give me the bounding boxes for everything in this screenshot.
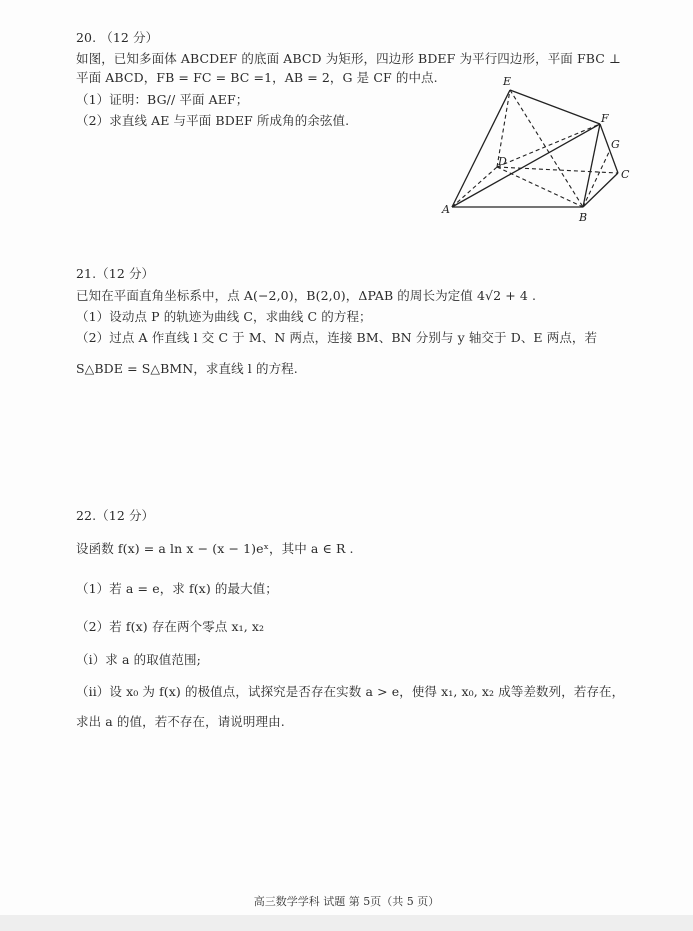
edge-AE (452, 90, 510, 207)
edge-BG (583, 150, 610, 207)
edge-EF (510, 90, 600, 124)
q20-line-4: （2）求直线 AE 与平面 BDEF 所成角的余弦值. (76, 113, 350, 128)
q21-line-1: 已知在平面直角坐标系中，点 A(−2,0)，B(2,0)，ΔPAB 的周长为定值 4√2 + 4 . (76, 288, 537, 303)
polyhedron-figure (440, 70, 650, 230)
q20-title: 20. （12 分） (76, 30, 159, 45)
q20-line-1: 如图，已知多面体 ABCDEF 的底面 ABCD 为矩形，四边形 BDEF 为平行四边形，平面 FBC ⊥ (76, 51, 621, 66)
q21-line-2: （1）设动点 P 的轨迹为曲线 C，求曲线 C 的方程； (76, 309, 372, 324)
q21-title: 21.（12 分） (76, 266, 155, 281)
label-F: F (601, 112, 609, 125)
label-C: C (621, 168, 630, 181)
label-G: G (611, 138, 620, 151)
q20-line-2: 平面 ABCD，FB = FC = BC =1，AB = 2，G 是 CF 的中点. (76, 70, 438, 85)
q22-line-2: （1）若 a = e，求 f(x) 的最大值； (76, 581, 278, 596)
label-A: A (442, 203, 450, 216)
page-footer: 高三数学学科 试题 第 5页（共 5 页） (253, 895, 440, 908)
q22-line-5: （ii）设 x₀ 为 f(x) 的极值点，试探究是否存在实数 a > e，使得 x₁, x₀, x₂ 成等差数列，若存在， (76, 684, 625, 699)
edge-EB (510, 90, 583, 207)
edge-DF (497, 124, 600, 167)
q22-line-3: （2）若 f(x) 存在两个零点 x₁, x₂ (76, 619, 265, 634)
q20-line-3: （1）证明：BG// 平面 AEF； (76, 92, 249, 107)
bottom-bar (0, 915, 693, 931)
label-D: D (498, 155, 507, 168)
label-E: E (503, 75, 512, 88)
q22-line-4: （i）求 a 的取值范围; (76, 652, 201, 667)
q22-line-1: 设函数 f(x) = a ln x − (x − 1)eˣ，其中 a ∈ R . (76, 541, 354, 556)
q22-title: 22.（12 分） (76, 508, 155, 523)
edge-BC (583, 173, 618, 207)
q22-line-6: 求出 a 的值，若不存在，请说明理由. (76, 714, 285, 729)
edge-AF (452, 124, 600, 207)
label-B: B (579, 211, 588, 224)
edge-AD (452, 167, 497, 207)
q21-line-4: S△BDE = S△BMN，求直线 l 的方程. (76, 361, 298, 376)
edge-BF (583, 124, 600, 207)
q21-line-3: （2）过点 A 作直线 l 交 C 于 M、N 两点，连接 BM、BN 分别与 y 轴交于 D、E 两点，若 (76, 330, 598, 345)
